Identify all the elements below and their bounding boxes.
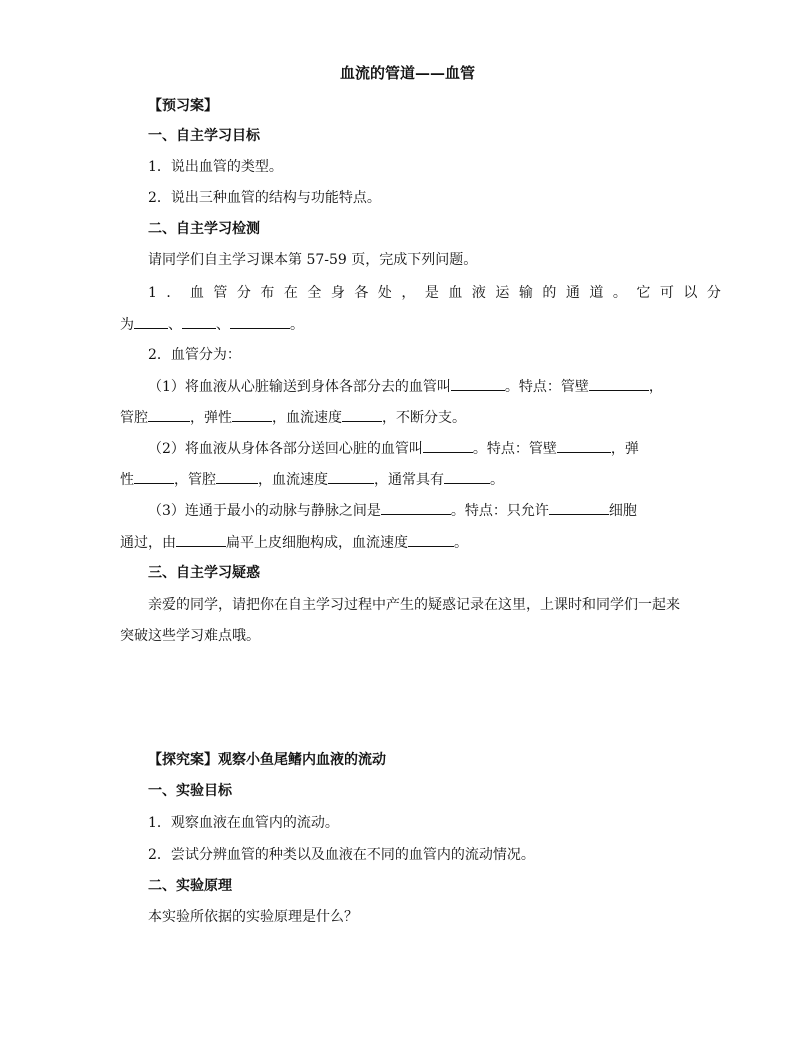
text: （2）将血液从身体各部分送回心脏的血管叫 — [148, 441, 423, 457]
text: ，血流速度 — [258, 472, 328, 488]
fill-blank[interactable] — [134, 469, 174, 484]
fill-blank[interactable] — [451, 376, 505, 391]
paragraph: 亲爱的同学，请把你在自主学习过程中产生的疑惑记录在这里，上课时和同学们一起来 — [148, 597, 680, 613]
text: 。特点：只允许 — [450, 503, 549, 519]
question-line: 2．血管分为： — [148, 347, 241, 363]
explore-heading: 【探究案】观察小鱼尾鳍内血液的流动 — [148, 752, 386, 768]
page-title: 血流的管道——血管 — [340, 64, 476, 82]
question-line: 1．血管分布在全身各处，是血液运输的通道。它可以分 — [148, 285, 731, 301]
text: （1）将血液从心脏输送到身体各部分去的血管叫 — [148, 379, 451, 395]
text: ，血流速度 — [272, 410, 342, 426]
text: （3）连通于最小的动脉与静脉之间是 — [148, 503, 381, 519]
section-heading: 三、自主学习疑惑 — [148, 565, 260, 581]
list-item: 1．观察血液在血管内的流动。 — [148, 815, 339, 831]
question-line — [120, 469, 504, 490]
fill-blank[interactable] — [176, 532, 226, 547]
text: 。 — [290, 317, 304, 333]
text: 扁平上皮细胞构成，血流速度 — [226, 535, 408, 551]
fill-blank[interactable] — [381, 500, 451, 515]
text: ，弹性 — [190, 410, 232, 426]
text: 。 — [490, 472, 504, 488]
fill-blank[interactable] — [216, 469, 258, 484]
question-line — [120, 314, 304, 335]
text: 管腔 — [120, 410, 148, 426]
text: ，不断分支。 — [382, 410, 466, 426]
fill-blank[interactable] — [230, 314, 290, 329]
paragraph: 请同学们自主学习课本第 57-59 页，完成下列问题。 — [148, 252, 478, 268]
fill-blank[interactable] — [408, 532, 454, 547]
fill-blank[interactable] — [423, 438, 473, 453]
text: ，管腔 — [174, 472, 216, 488]
fill-blank[interactable] — [148, 407, 190, 422]
fill-blank[interactable] — [182, 314, 216, 329]
text: ，通常具有 — [374, 472, 444, 488]
section-heading: 一、实验目标 — [148, 783, 232, 799]
section-heading: 二、自主学习检测 — [148, 221, 260, 237]
question-line — [148, 500, 637, 521]
section-heading: 一、自主学习目标 — [148, 128, 260, 144]
fill-blank[interactable] — [134, 314, 168, 329]
paragraph: 本实验所依据的实验原理是什么？ — [148, 909, 358, 925]
text: 通过，由 — [120, 535, 176, 551]
fill-blank[interactable] — [328, 469, 374, 484]
text: 。 — [454, 535, 468, 551]
question-line — [120, 407, 466, 428]
question-line — [148, 438, 639, 459]
paragraph: 突破这些学习难点哦。 — [120, 628, 260, 644]
list-item: 1．说出血管的类型。 — [148, 159, 283, 175]
text: 、 — [168, 317, 182, 333]
fill-blank[interactable] — [342, 407, 382, 422]
fill-blank[interactable] — [549, 500, 609, 515]
fill-blank[interactable] — [232, 407, 272, 422]
text: ， — [648, 379, 663, 395]
question-line — [148, 376, 663, 397]
text: 为 — [120, 317, 134, 333]
list-item: 2．说出三种血管的结构与功能特点。 — [148, 190, 381, 206]
text: 、 — [216, 317, 230, 333]
question-line — [120, 532, 468, 553]
list-item: 2．尝试分辨血管的种类以及血液在不同的血管内的流动情况。 — [148, 847, 535, 863]
text: 。特点：管壁 — [472, 441, 557, 457]
section-heading: 二、实验原理 — [148, 878, 232, 894]
fill-blank[interactable] — [444, 469, 490, 484]
text: 性 — [120, 472, 134, 488]
fill-blank[interactable] — [557, 438, 611, 453]
fill-blank[interactable] — [589, 376, 649, 391]
text: 。特点：管壁 — [504, 379, 589, 395]
preview-heading: 【预习案】 — [148, 98, 218, 114]
text: ，弹 — [610, 441, 639, 457]
text: 细胞 — [608, 503, 637, 519]
